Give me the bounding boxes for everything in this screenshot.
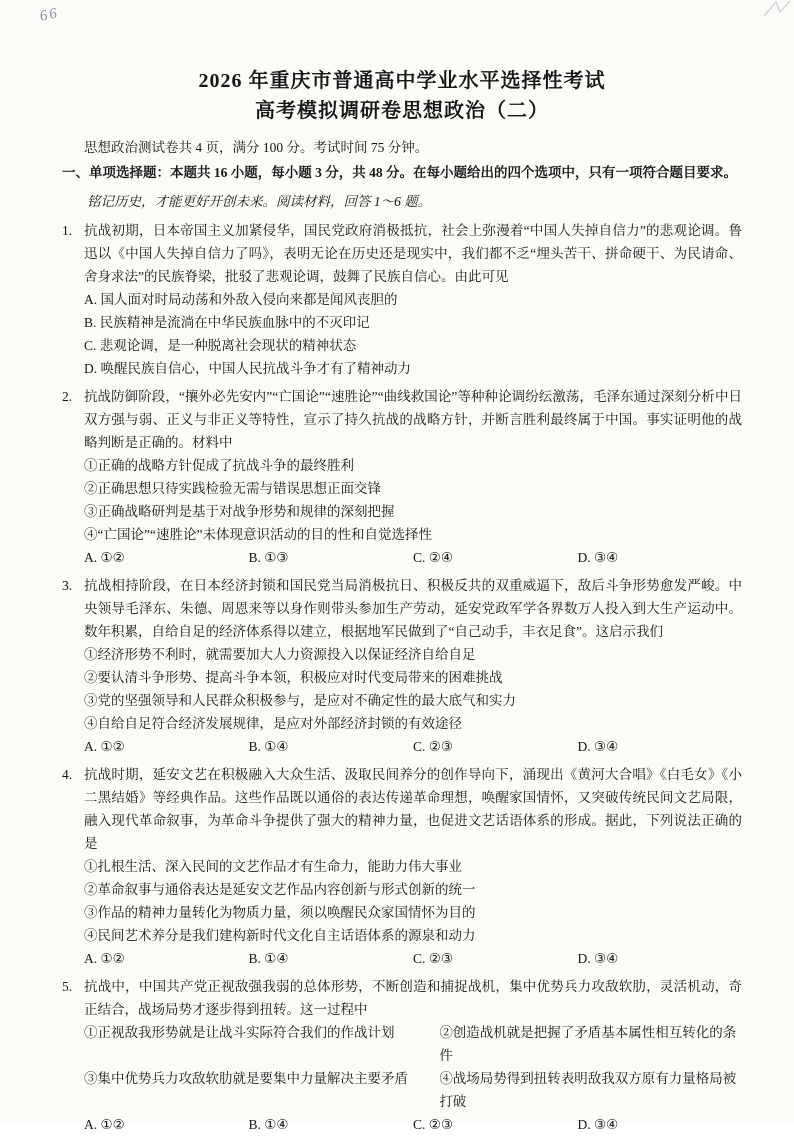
question-number: 1. bbox=[62, 223, 73, 238]
statement-1: ①扎根生活、深入民间的文艺作品才有生命力，能助力伟大事业 bbox=[84, 859, 462, 874]
statement-1: ①经济形势不利时，就需要加大人力资源投入以保证经济自给自足 bbox=[84, 647, 476, 662]
question-stem: 抗战时期，延安文艺在积极融入大众生活、汲取民间养分的创作导向下，涌现出《黄河大合唱》《白毛女》《小二黑结婚》等经典作品。这些作品既以通俗的表达传递革命理想，唤醒家国情怀，又突破传统民间文艺局限，融入现代革命叙事，为革命斗争提供了强大的精神力量，也促进文艺话语体系的形成。据此，下列说法正确的是 bbox=[84, 767, 742, 851]
question-4 bbox=[62, 763, 742, 970]
statement-1: ①正确的战略方针促成了抗战斗争的最终胜利 bbox=[84, 458, 354, 473]
choice-a: A. ①② bbox=[84, 951, 125, 966]
section-header: 一、单项选择题：本题共 16 小题，每小题 3 分，共 48 分。在每小题给出的四个选项中，只有一项符合题目要求。 bbox=[62, 165, 737, 180]
statement-4: ④战场局势得到扭转表明敌我双方原有力量格局被打破 bbox=[439, 1071, 737, 1109]
choice-c: C. ②③ bbox=[413, 739, 453, 754]
statement-4: ④民间艺术养分是我们建构新时代文化自主话语体系的源泉和动力 bbox=[84, 928, 476, 943]
choice-d: D. ③④ bbox=[577, 951, 619, 966]
statements-grid bbox=[84, 1021, 742, 1113]
statement-2: ②创造战机就是把握了矛盾基本属性相互转化的条件 bbox=[439, 1025, 737, 1063]
reading-note: 铭记历史，才能更好开创未来。阅读材料，回答 1～6 题。 bbox=[87, 194, 432, 209]
choice-a: A. ①② bbox=[84, 550, 125, 565]
statement-2: ②要认清斗争形势、提高斗争本领，积极应对时代变局带来的困难挑战 bbox=[84, 670, 503, 685]
choice-b: B. ①③ bbox=[248, 550, 289, 565]
statement-4: ④自给自足符合经济发展规律，是应对外部经济封锁的有效途径 bbox=[84, 716, 462, 731]
question-number: 2. bbox=[62, 389, 73, 404]
statement-3: ③作品的精神力量转化为物质力量，须以唤醒民众家国情怀为目的 bbox=[84, 905, 476, 920]
choice-c: C. ②④ bbox=[413, 550, 453, 565]
choice-c: C. ②③ bbox=[413, 951, 453, 966]
choice-b: B. ①④ bbox=[248, 951, 289, 966]
exam-title-line2: 高考模拟调研卷思想政治（二） bbox=[255, 100, 549, 122]
choice-d: D. ③④ bbox=[577, 550, 619, 565]
question-stem: 抗战防御阶段，“攘外必先安内”“亡国论”“速胜论”“曲线救国论”等种种论调纷纭激荡，毛泽东通过深刻分析中日双方强与弱、正义与非正义等特性，宣示了持久抗战的战略方针，并断言胜利最终属于中国。事实证明他的战略判断是正确的。材料中 bbox=[84, 389, 742, 450]
statement-3: ③党的坚强领导和人民群众积极参与，是应对不确定性的最大底气和实力 bbox=[84, 693, 516, 708]
question-1 bbox=[62, 219, 742, 380]
choice-c: C. ②③ bbox=[413, 1117, 453, 1132]
question-stem: 抗战中，中国共产党正视敌强我弱的总体形势，不断创造和捕捉战机，集中优势兵力攻敌软肋，灵活机动，奇正结合，战场局势才逐步得到扭转。这一过程中 bbox=[84, 979, 742, 1017]
statement-3: ③集中优势兵力攻敌软肋就是要集中力量解决主要矛盾 bbox=[84, 1071, 408, 1086]
exam-info: 思想政治测试卷共 4 页，满分 100 分。考试时间 75 分钟。 bbox=[84, 140, 429, 155]
choices-row bbox=[84, 735, 742, 758]
pen-scribble-icon bbox=[762, 0, 792, 18]
choice-b: B. ①④ bbox=[248, 739, 289, 754]
statement-4: ④“亡国论”“速胜论”未体现意识活动的目的性和自觉选择性 bbox=[84, 527, 432, 542]
choices-row bbox=[84, 546, 742, 569]
choice-d: D. ③④ bbox=[577, 739, 619, 754]
question-5 bbox=[62, 975, 742, 1136]
question-2 bbox=[62, 385, 742, 569]
statement-2: ②革命叙事与通俗表达是延安文艺作品内容创新与形式创新的统一 bbox=[84, 882, 476, 897]
question-number: 4. bbox=[62, 767, 73, 782]
statement-3: ③正确战略研判是基于对战争形势和规律的深刻把握 bbox=[84, 504, 395, 519]
choice-b: B. ①④ bbox=[248, 1117, 289, 1132]
question-stem: 抗战相持阶段，在日本经济封锁和国民党当局消极抗日、积极反共的双重威逼下，敌后斗争形势愈发严峻。中央领导毛泽东、朱德、周恩来等以身作则带头参加生产劳动，延安党政军学各界数万人投入到大生产运动中。数年积累，自给自足的经济体系得以建立，根据地军民做到了“自己动手，丰衣足食”。这启示我们 bbox=[84, 578, 742, 639]
choices-row bbox=[84, 1113, 742, 1136]
choice-a: A. ①② bbox=[84, 739, 125, 754]
option-a: A. 国人面对时局动荡和外敌入侵向来都是闻风丧胆的 bbox=[84, 292, 398, 307]
option-d: D. 唤醒民族自信心，中国人民抗战斗争才有了精神动力 bbox=[84, 361, 411, 376]
option-b: B. 民族精神是流淌在中华民族血脉中的不灭印记 bbox=[84, 315, 370, 330]
option-c: C. 悲观论调，是一种脱离社会现状的精神状态 bbox=[84, 338, 357, 353]
exam-title-line1: 2026 年重庆市普通高中学业水平选择性考试 bbox=[198, 70, 606, 92]
choice-d: D. ③④ bbox=[577, 1117, 619, 1132]
statement-2: ②正确思想只待实践检验无需与错误思想正面交锋 bbox=[84, 481, 381, 496]
question-number: 5. bbox=[62, 979, 73, 994]
question-3 bbox=[62, 574, 742, 758]
question-number: 3. bbox=[62, 578, 73, 593]
handwritten-mark: 66 bbox=[38, 5, 61, 25]
question-stem: 抗战初期，日本帝国主义加紧侵华，国民党政府消极抵抗，社会上弥漫着“中国人失掉自信力”的悲观论调。鲁迅以《中国人失掉自信力了吗》，表明无论在历史还是现实中，我们都不乏“埋头苦干、拼命硬干、为民请命、舍身求法”的民族脊梁，批驳了悲观论调，鼓舞了民族自信心。由此可见 bbox=[84, 223, 742, 284]
choice-a: A. ①② bbox=[84, 1117, 125, 1132]
statement-1: ①正视敌我形势就是让战斗实际符合我们的作战计划 bbox=[84, 1025, 395, 1040]
choices-row bbox=[84, 947, 742, 970]
